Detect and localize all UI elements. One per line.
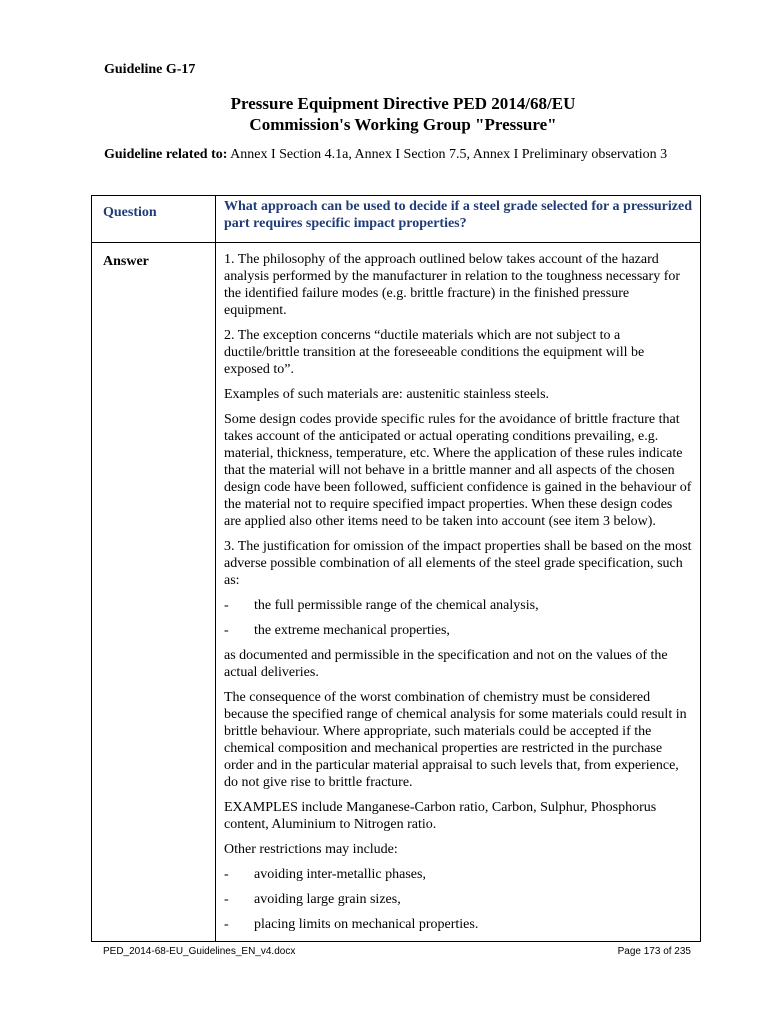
list-item bbox=[224, 891, 692, 908]
list-item bbox=[224, 622, 692, 639]
answer-body bbox=[216, 243, 701, 942]
answer-paragraph: as documented and permissible in the specification and not on the values of the actual deliveries. bbox=[224, 648, 668, 680]
footer-filename: PED_2014-68-EU_Guidelines_EN_v4.docx bbox=[103, 946, 296, 957]
answer-label: Answer bbox=[92, 243, 216, 942]
document-title-line2: Commission's Working Group "Pressure" bbox=[249, 115, 557, 134]
dash-bullet: - bbox=[224, 892, 229, 907]
list-item-text: the extreme mechanical properties, bbox=[254, 623, 450, 638]
list-item bbox=[224, 597, 692, 614]
related-text: Annex I Section 4.1a, Annex I Section 7.5, Annex I Preliminary observation 3 bbox=[227, 147, 668, 162]
list-item bbox=[224, 916, 692, 933]
list-item bbox=[224, 866, 692, 883]
dash-bullet: - bbox=[224, 598, 229, 613]
list-item-text: placing limits on mechanical properties. bbox=[254, 917, 479, 932]
footer-page-number: Page 173 of 235 bbox=[617, 946, 691, 957]
answer-paragraph: 3. The justification for omission of the impact properties shall be based on the most adverse possible combination of all elements of the steel grade specification, such as: bbox=[224, 539, 692, 588]
question-label: Question bbox=[92, 196, 216, 243]
answer-paragraph: Other restrictions may include: bbox=[224, 842, 398, 857]
list-item-text: avoiding inter-metallic phases, bbox=[254, 867, 426, 882]
question-text: What approach can be used to decide if a steel grade selected for a pressurized part requires specific impact properties? bbox=[216, 196, 701, 243]
answer-paragraph: The consequence of the worst combination of chemistry must be considered because the specified range of chemical analysis for some materials could result in brittle behaviour. Where appropriate, such materials could be accepted if the chemical composition and mechanical properties are restricted in the purchase order and in the particular material appraisal to such levels that, from experience, do not give rise to brittle fracture. bbox=[224, 690, 687, 790]
dash-bullet: - bbox=[224, 623, 229, 638]
list-item-text: avoiding large grain sizes, bbox=[254, 892, 401, 907]
answer-paragraph: Some design codes provide specific rules for the avoidance of brittle fracture that takes account of the anticipated or actual operating conditions prevailing, e.g. material, thickness, temperature, etc. Where the application of these rules indicate that the material will not behave in a brittle manner and all aspects of the chosen design code have been followed, sufficient confidence is gained in the behaviour of the material not to require specified impact properties. When these design codes are applied also other items need to be taken into account (see item 3 below). bbox=[224, 412, 692, 529]
document-title-line1: Pressure Equipment Directive PED 2014/68/EU bbox=[230, 94, 576, 113]
qa-table bbox=[91, 195, 701, 942]
answer-paragraph: Examples of such materials are: austenitic stainless steels. bbox=[224, 387, 550, 402]
list-item-text: the full permissible range of the chemical analysis, bbox=[254, 598, 539, 613]
answer-row bbox=[92, 243, 701, 942]
question-row bbox=[92, 196, 701, 243]
guideline-related bbox=[104, 147, 694, 163]
dash-bullet: - bbox=[224, 917, 229, 932]
answer-paragraph: 2. The exception concerns “ductile materials which are not subject to a ductile/brittle transition at the foreseeable conditions the equipment will be exposed to”. bbox=[224, 328, 645, 377]
guideline-id: Guideline G-17 bbox=[104, 62, 196, 77]
answer-paragraph: EXAMPLES include Manganese-Carbon ratio, Carbon, Sulphur, Phosphorus content, Aluminium to Nitrogen ratio. bbox=[224, 800, 657, 832]
dash-bullet: - bbox=[224, 867, 229, 882]
related-label: Guideline related to: bbox=[104, 147, 228, 162]
answer-paragraph: 1. The philosophy of the approach outlined below takes account of the hazard analysis performed by the manufacturer in relation to the toughness necessary for the identified failure modes (e.g. brittle fracture) in the finished pressure equipment. bbox=[224, 252, 681, 318]
